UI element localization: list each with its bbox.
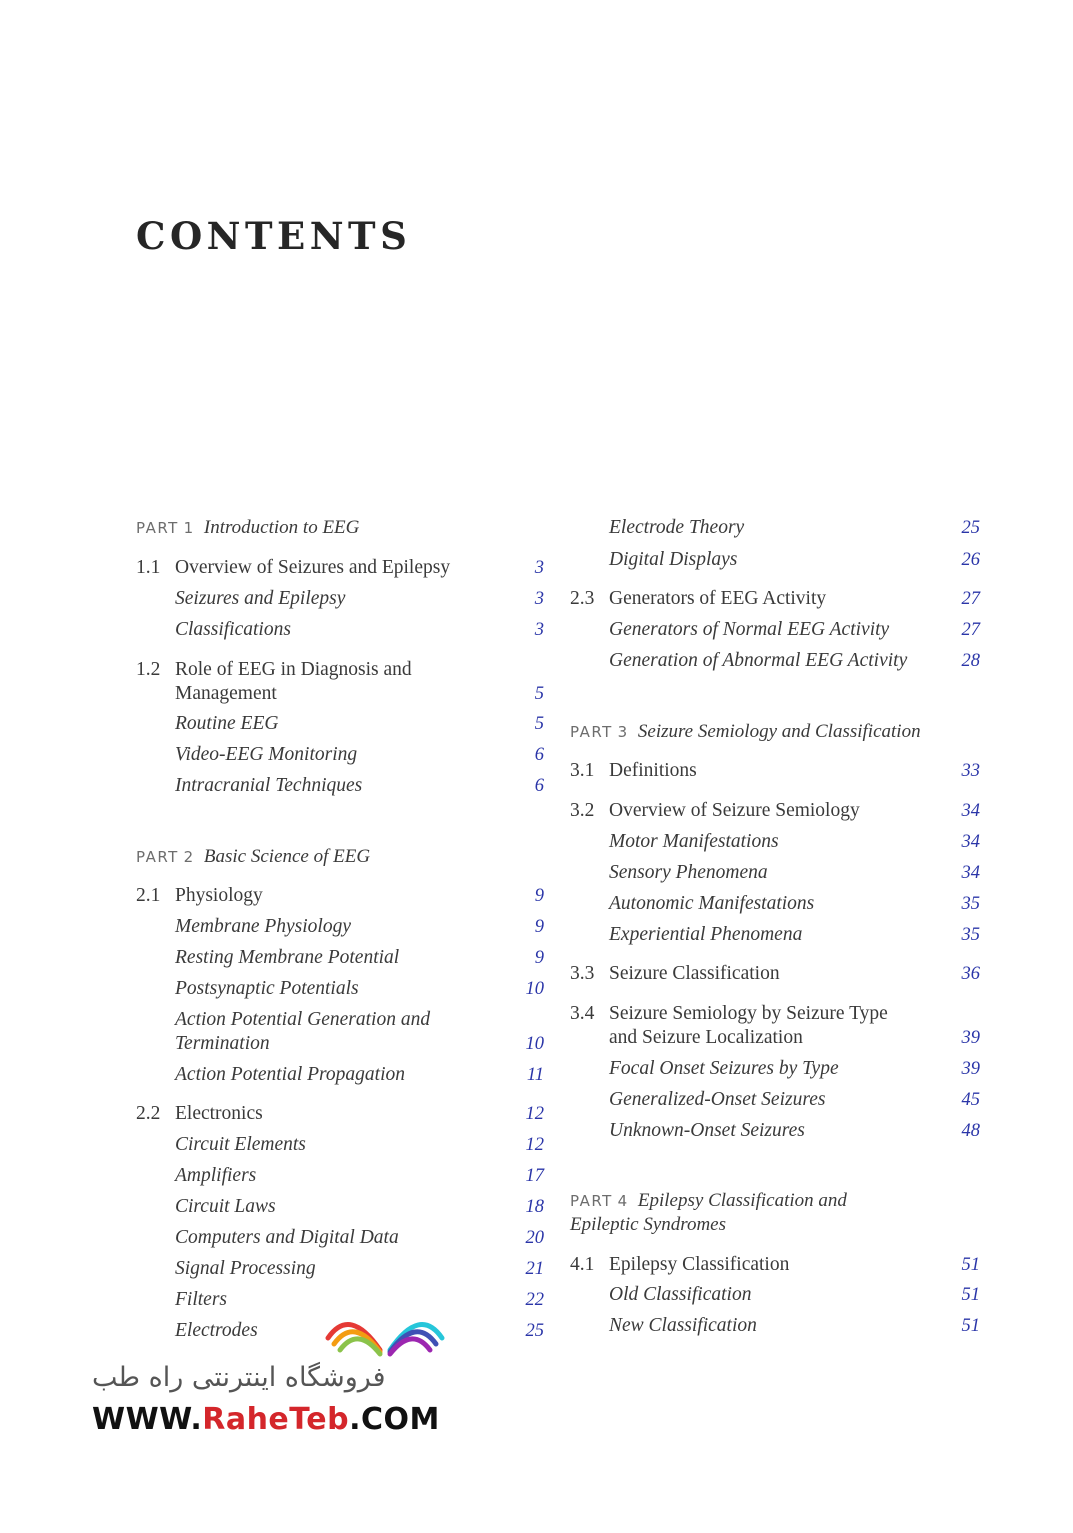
page-number: 36: [961, 964, 980, 984]
section-title: Seizure Classification: [609, 963, 780, 984]
page-number: 26: [961, 550, 980, 570]
page-number: 6: [534, 745, 544, 765]
subsection-title: Focal Onset Seizures by Type: [609, 1058, 839, 1079]
page-number: 6: [534, 776, 544, 796]
page-number: 27: [961, 589, 980, 609]
watermark-url: [92, 1402, 440, 1437]
part-title: Epilepsy Classification and Epileptic Syndromes: [570, 1190, 847, 1235]
subsection-title: Experiential Phenomena: [609, 924, 803, 945]
page-number: 51: [961, 1255, 980, 1275]
section-title: Seizure Semiology by Seizure Type and Seizure Localization: [609, 1003, 888, 1048]
part-label: PART: [136, 519, 179, 537]
subsection-title: Sensory Phenomena: [609, 862, 768, 883]
page-number: 3: [534, 620, 544, 640]
subsection-title: Generators of Normal EEG Activity: [609, 619, 890, 640]
section-number: 3.4: [570, 1003, 595, 1024]
part-heading: [136, 845, 544, 869]
page-number: 12: [525, 1104, 544, 1124]
part-number: 3: [617, 723, 628, 741]
subsection-title: Generation of Abnormal EEG Activity: [609, 650, 908, 671]
page-number: 10: [525, 1034, 544, 1054]
subsection-title: Membrane Physiology: [175, 916, 351, 937]
part-number: 4: [617, 1192, 628, 1210]
page-number: 51: [961, 1285, 980, 1305]
section-title: Overview of Seizures and Epilepsy: [175, 557, 451, 578]
section-number: 2.3: [570, 588, 595, 609]
subsection-title: Computers and Digital Data: [175, 1227, 399, 1248]
part-title: Basic Science of EEG: [203, 846, 371, 867]
part-label: PART: [570, 723, 613, 741]
section-number: 2.2: [136, 1103, 161, 1124]
part-number: 1: [183, 519, 194, 537]
subsection-title: Old Classification: [609, 1284, 752, 1305]
page-number: 35: [961, 925, 980, 945]
section-title: Electronics: [175, 1103, 263, 1124]
page-number: 22: [525, 1290, 544, 1310]
page-number: 20: [525, 1228, 544, 1248]
section-title: Physiology: [175, 885, 263, 906]
subsection-title: Amplifiers: [175, 1165, 257, 1186]
section-title: Definitions: [609, 760, 697, 781]
section-title: Generators of EEG Activity: [609, 588, 827, 609]
subsection-title: Autonomic Manifestations: [609, 893, 815, 914]
page-number: 12: [525, 1135, 544, 1155]
part-heading: [136, 516, 544, 540]
page-number: 17: [525, 1166, 544, 1186]
page-number: 21: [525, 1259, 544, 1279]
section-number: 3.1: [570, 760, 595, 781]
part-label: PART: [570, 1192, 613, 1210]
section-number: 1.2: [136, 659, 161, 680]
page-number: 48: [961, 1121, 980, 1141]
page-number: 3: [534, 589, 544, 609]
watermark-url-prefix: WWW.: [92, 1402, 203, 1437]
page-number: 45: [961, 1090, 980, 1110]
page-number: 18: [525, 1197, 544, 1217]
section-number: 3.3: [570, 963, 595, 984]
page-number: 25: [525, 1321, 544, 1341]
subsection-title: Motor Manifestations: [609, 831, 779, 852]
subsection-title: Signal Processing: [175, 1258, 316, 1279]
subsection-title: Resting Membrane Potential: [175, 947, 400, 968]
subsection-title: Action Potential Propagation: [175, 1064, 406, 1085]
section-number: 2.1: [136, 885, 161, 906]
page-number: 33: [961, 761, 980, 781]
section-title: Epilepsy Classification: [609, 1254, 790, 1275]
subsection-title: Electrodes: [175, 1320, 258, 1341]
page-number: 51: [961, 1316, 980, 1336]
subsection-title: Circuit Laws: [175, 1196, 276, 1217]
subsection-title: Seizures and Epilepsy: [175, 588, 346, 609]
page-number: 9: [534, 917, 544, 937]
watermark-url-brand: RaheTeb: [202, 1402, 350, 1437]
page-number: 3: [534, 558, 544, 578]
open-book-logo-icon: [320, 1298, 450, 1358]
page-number: 34: [961, 801, 980, 821]
section-title: Overview of Seizure Semiology: [609, 800, 860, 821]
subsection-title: Filters: [175, 1289, 227, 1310]
subsection-title: Postsynaptic Potentials: [175, 978, 359, 999]
page-number: 9: [534, 948, 544, 968]
page-number: 39: [961, 1028, 980, 1048]
page-number: 34: [961, 863, 980, 883]
section-title: Role of EEG in Diagnosis and Management: [175, 659, 412, 704]
part-title: Seizure Semiology and Classification: [637, 721, 921, 742]
subsection-title: Classifications: [175, 619, 291, 640]
subsection-title: Video-EEG Monitoring: [175, 744, 358, 765]
subsection-title: Intracranial Techniques: [175, 775, 363, 796]
part-number: 2: [183, 848, 194, 866]
subsection-title: Generalized-Onset Seizures: [609, 1089, 826, 1110]
part-label: PART: [136, 848, 179, 866]
watermark: [88, 1296, 458, 1446]
section-number: 3.2: [570, 800, 595, 821]
subsection-title: Routine EEG: [175, 713, 279, 734]
page-number: 34: [961, 832, 980, 852]
part-heading: [570, 720, 980, 744]
subsection-title: Electrode Theory: [609, 517, 745, 538]
page-number: 25: [961, 518, 980, 538]
page-number: 5: [534, 684, 544, 704]
page-number: 10: [525, 979, 544, 999]
page-number: 27: [961, 620, 980, 640]
subsection-title: Circuit Elements: [175, 1134, 306, 1155]
page-number: 28: [961, 651, 980, 671]
page-number: 35: [961, 894, 980, 914]
page-number: 9: [534, 886, 544, 906]
page-number: 11: [526, 1065, 544, 1085]
subsection-title: Action Potential Generation and Termination: [175, 1009, 431, 1054]
page-title: CONTENTS: [136, 214, 412, 258]
watermark-url-suffix: .COM: [349, 1402, 440, 1437]
subsection-title: Digital Displays: [609, 549, 738, 570]
page-number: 5: [534, 714, 544, 734]
page-number: 39: [961, 1059, 980, 1079]
watermark-persian-text: فروشگاه اینترنتی راه طب: [92, 1362, 386, 1393]
subsection-title: New Classification: [609, 1315, 757, 1336]
part-title: Introduction to EEG: [203, 517, 360, 538]
part-heading: [570, 1189, 900, 1237]
subsection-title: Unknown-Onset Seizures: [609, 1120, 805, 1141]
section-number: 4.1: [570, 1254, 595, 1275]
section-number: 1.1: [136, 557, 161, 578]
